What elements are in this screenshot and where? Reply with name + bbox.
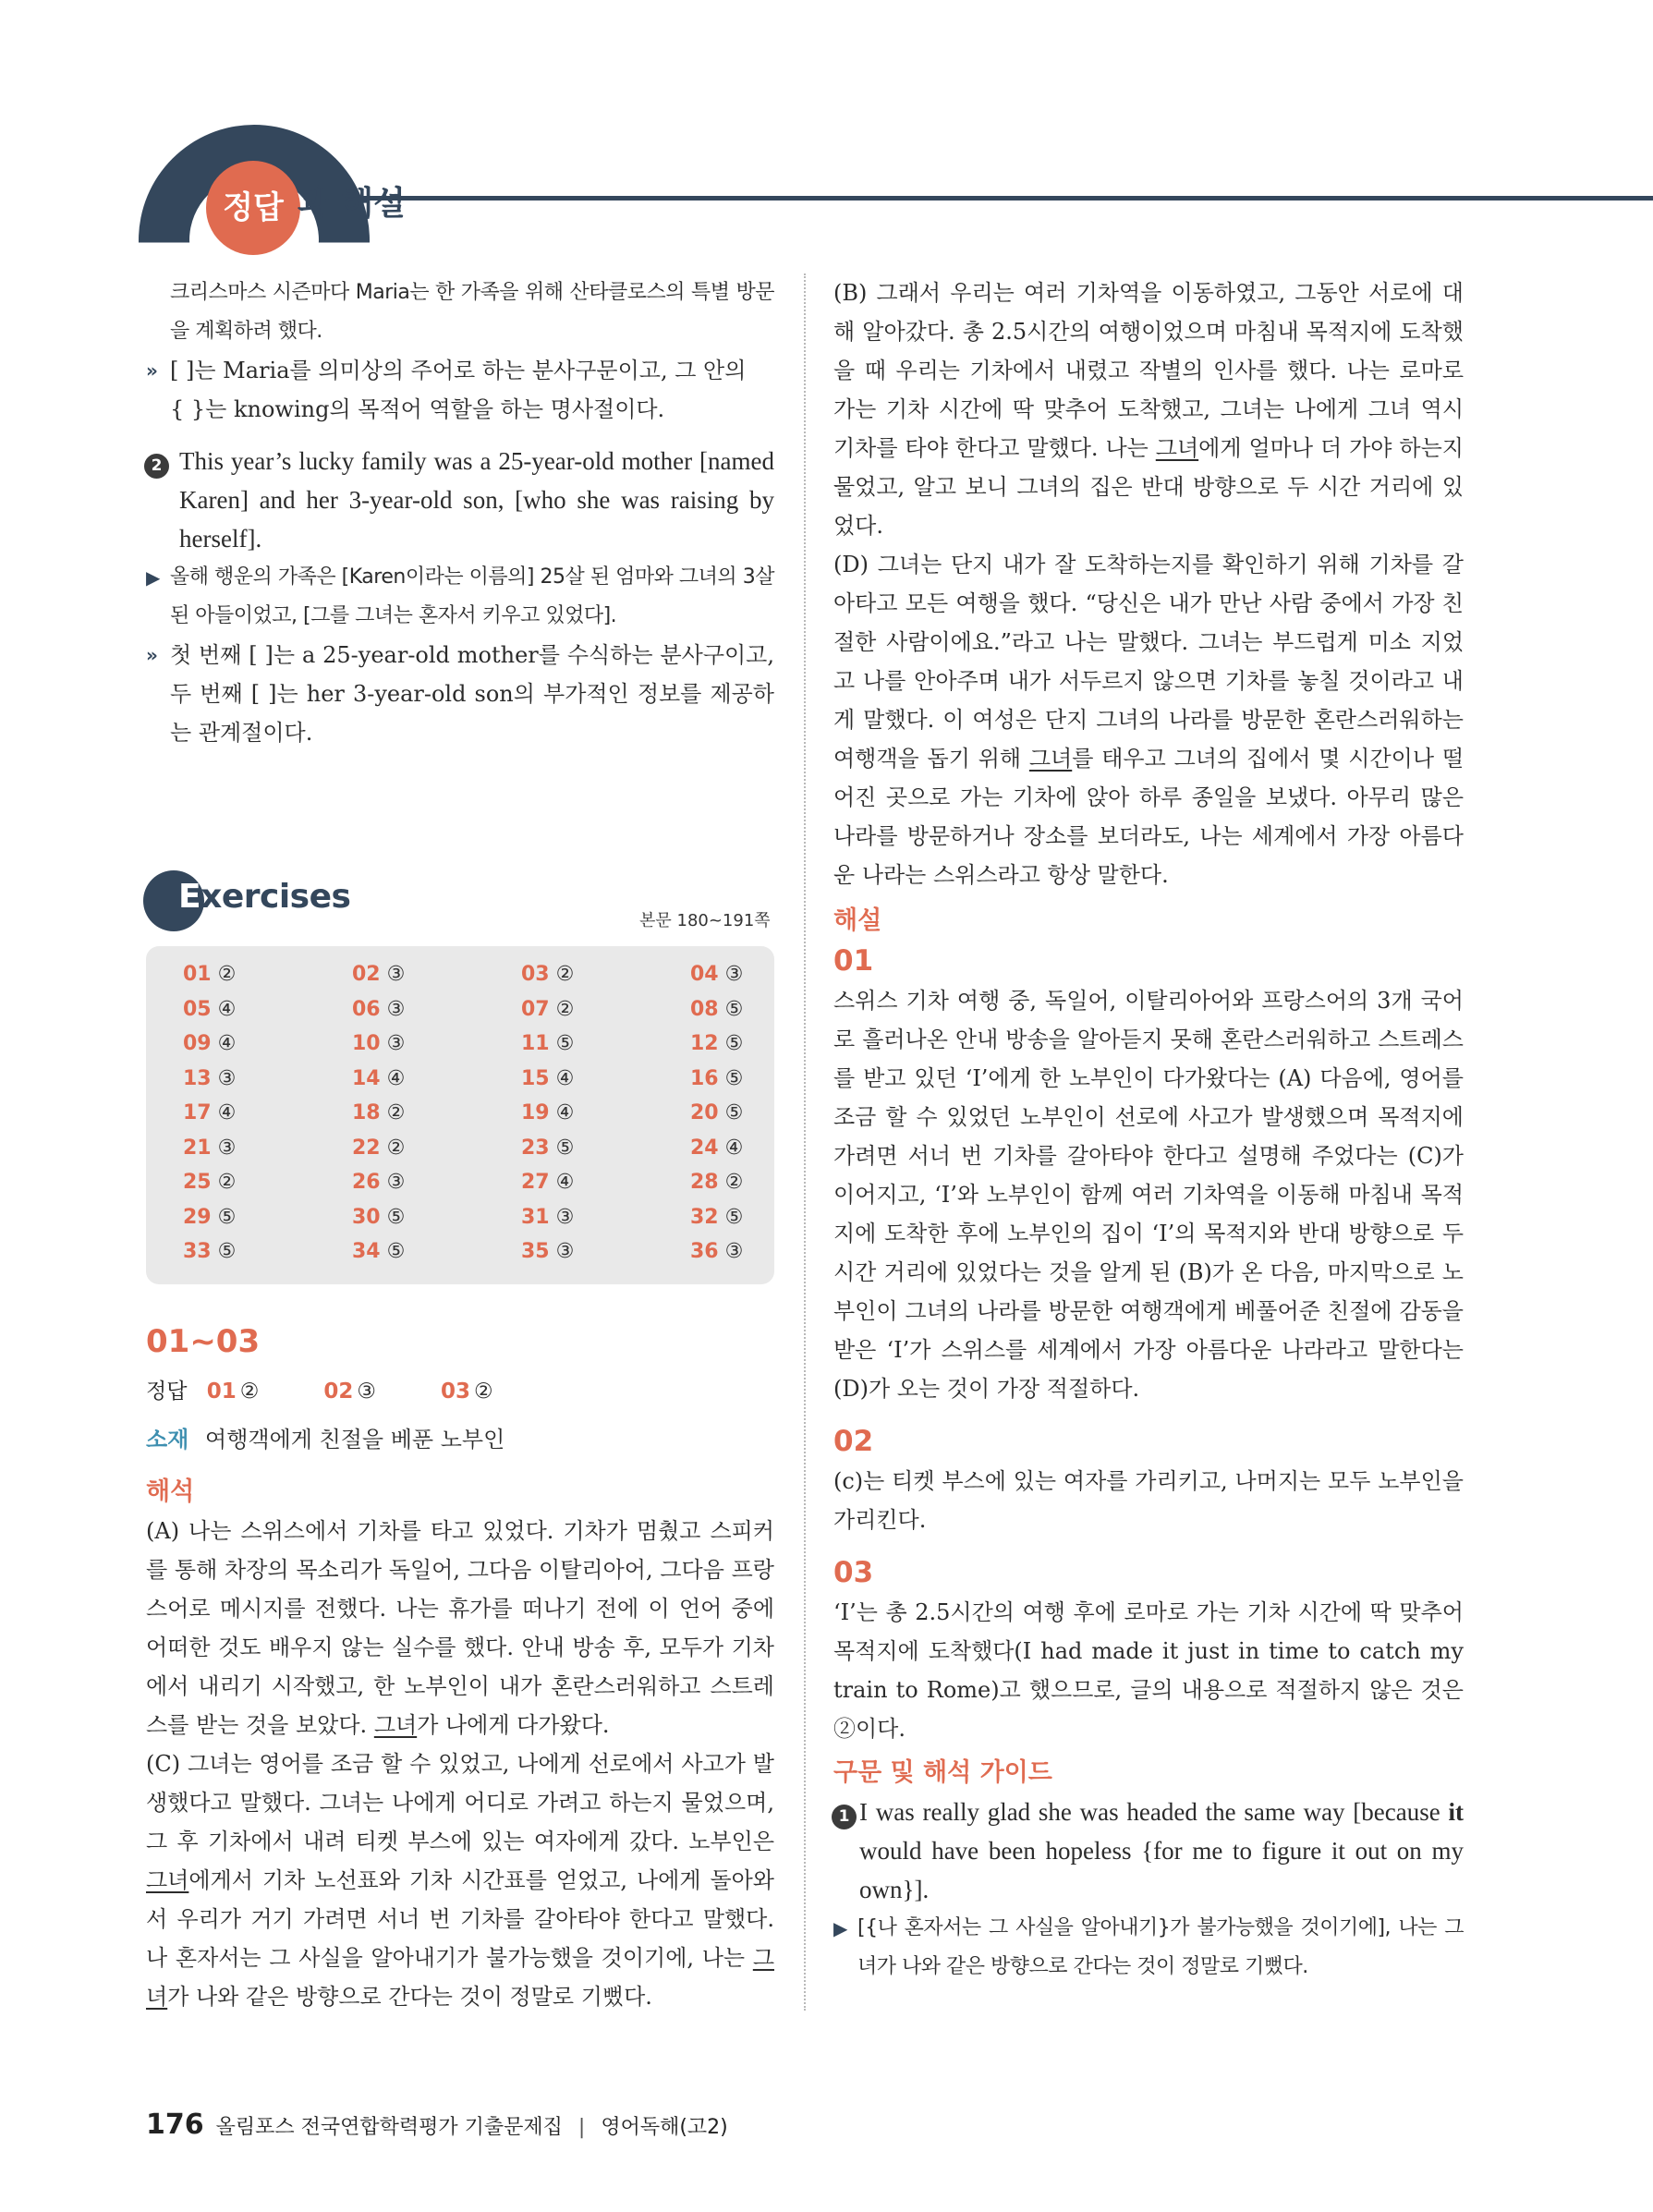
answer-key-item [690, 957, 783, 992]
answer-key-grid [183, 957, 783, 1270]
answer-key-item [352, 1027, 521, 1062]
note-1-line-a: [ ]는 Maria를 의미상의 주어로 하는 분사구문이고, 그 안의 [170, 358, 747, 383]
answer-key-choice: ⑤ [718, 1205, 744, 1229]
answer-key-choice: ④ [718, 1136, 744, 1160]
paragraph-c-underlined-2: 그녀 [146, 1945, 774, 2010]
answer-key-number: 09 [183, 1032, 212, 1055]
exercises-title [178, 878, 350, 916]
section-answer-choice: ② [474, 1379, 493, 1404]
answer-key-item [183, 1131, 352, 1166]
header-title-highlight: 정답 [206, 161, 300, 255]
answer-key-number: 14 [352, 1066, 381, 1090]
guide-item-1-part-a: I was really glad she was headed the same way [because [859, 1798, 1449, 1826]
answer-key-choice: ⑤ [718, 997, 744, 1021]
answer-key-number: 07 [521, 997, 550, 1021]
double-arrow-icon: » [146, 359, 154, 382]
answer-key-item [690, 1096, 783, 1131]
answer-key-item [690, 1200, 783, 1235]
answer-key-item [183, 957, 352, 992]
answer-key-number: 32 [690, 1205, 719, 1229]
answer-key-number: 10 [352, 1032, 381, 1055]
answer-key-choice: ③ [211, 1066, 237, 1090]
answer-key-item [352, 957, 521, 992]
exercises-title-first-letter: E [178, 878, 201, 916]
answer-key-item [690, 1027, 783, 1062]
answer-key-choice: ⑤ [549, 1032, 575, 1055]
answer-key-number: 24 [690, 1136, 719, 1160]
book-title: 올림포스 전국연합학력평가 기출문제집 [215, 2116, 563, 2139]
page-number: 176 [146, 2109, 204, 2141]
answer-key-number: 15 [521, 1066, 550, 1090]
note-2-text: 첫 번째 [ ]는 a 25-year-old mother를 수식하는 분사구이고, 두 번째 [ ]는 her 3-year-old son의 부가적인 정보를 제공하는 관계절이다. [170, 642, 774, 746]
paragraph-c [146, 1744, 774, 2016]
guide-item-1-english [857, 1793, 1464, 1909]
section-answer-item [323, 1379, 376, 1404]
paragraph-a-end: 가 나에게 다가왔다. [417, 1712, 610, 1738]
answer-key-item [521, 1131, 690, 1166]
answer-key-number: 03 [521, 963, 550, 986]
note-2 [146, 636, 774, 752]
answer-key-item [352, 992, 521, 1027]
question-02-explanation: (c)는 티켓 부스에 있는 여자를 가리키고, 나머지는 모두 노부인을 가리킨다. [833, 1468, 1464, 1533]
answer-key-number: 25 [183, 1171, 212, 1194]
answer-key-item [521, 992, 690, 1027]
answer-key-item [352, 1096, 521, 1131]
answer-key-number: 33 [183, 1240, 212, 1263]
topic-text: 여행객에게 친절을 베푼 노부인 [205, 1427, 505, 1452]
translation-label: 해석 [146, 1477, 195, 1506]
topic-label: 소재 [146, 1427, 189, 1452]
answer-key-choice: ⑤ [718, 1066, 744, 1090]
item-2-translation [146, 558, 774, 636]
answer-key-choice: ④ [380, 1066, 406, 1090]
answer-key-choice: ③ [549, 1240, 575, 1263]
triangle-icon: ▶ [146, 566, 161, 589]
circled-number-icon [832, 1798, 862, 1837]
paragraph-a-text: (A) 나는 스위스에서 기차를 타고 있었다. 기차가 멈췄고 스피커를 통해 차장의 목소리가 독일어, 그다음 이탈리아어, 그다음 프랑스어로 메시지를 전했다. 나는 휴가를 떠나기 전에 이 언어 중에 어떠한 것도 배우지 않는 실수를 했다. 안내 방송 후, 모두가 기차에서 내리기 시작했고, 한 노부인이 내가 혼란스러워하고 스트레스를 받는 것을 보았다. [146, 1518, 774, 1738]
answer-key-number: 11 [521, 1032, 550, 1055]
answer-key-choice: ③ [380, 997, 406, 1021]
answer-key-number: 08 [690, 997, 719, 1021]
paragraph-d-part-2: 를 태우고 그녀의 집에서 몇 시간이나 떨어진 곳으로 가는 기차에 앉아 하루 종일을 보냈다. 아무리 많은 나라를 방문하거나 장소를 보더라도, 나는 세계에서 가장 아름다운 나라는 스위스라고 항상 말한다. [833, 746, 1464, 888]
answer-key-number: 06 [352, 997, 381, 1021]
answer-key-choice: ② [380, 1136, 406, 1160]
answer-key-item [690, 1062, 783, 1097]
answer-key-choice: ⑤ [549, 1136, 575, 1160]
answer-key-choice: ② [549, 997, 575, 1021]
answer-key-number: 02 [352, 963, 381, 986]
answer-key-number: 23 [521, 1136, 550, 1160]
answer-key-item [183, 1062, 352, 1097]
footer-separator: | [577, 2116, 586, 2139]
topic-line [146, 1421, 504, 1453]
paragraph-a [146, 1512, 774, 1744]
answer-key-choice: ③ [718, 1240, 744, 1263]
question-03-explanation: ‘I’는 총 2.5시간의 여행 후에 로마로 가는 기차 시간에 딱 맞추어 목적지에 도착했다(I had made it just in time to catch my train to Rome)고 했으므로, 글의 내용으로 적절하지 않은 것은 ②이다. [833, 1599, 1464, 1742]
answer-key-item [690, 1165, 783, 1200]
paragraph-d-underlined: 그녀 [1028, 746, 1073, 772]
header-title: 과 해설 [298, 185, 406, 223]
answer-key-choice: ④ [211, 997, 237, 1021]
answer-key-choice: ④ [211, 1101, 237, 1124]
exercises-title-rest: xercises [201, 878, 351, 916]
answer-key-choice: ③ [380, 1171, 406, 1194]
answer-key-item [690, 1234, 783, 1270]
item-2-korean: 올해 행운의 가족은 [Karen이라는 이름의] 25살 된 엄마와 그녀의 3살 된 아들이었고, [그를 그녀는 혼자서 키우고 있었다]. [170, 565, 774, 627]
answer-key-number: 31 [521, 1205, 550, 1229]
left-translation-block [146, 1473, 774, 2016]
paragraph-d-part-1: (D) 그녀는 단지 내가 잘 도착하는지를 확인하기 위해 기차를 갈아타고 모든 여행을 했다. “당신은 내가 만난 사람 중에서 가장 친절한 사람이에요.”라고 나는 말했다. 그녀는 부드럽게 미소 지었고 나를 안아주며 내가 서두르지 않으면 기차를 놓칠 것이라고 내게 말했다. 이 여성은 단지 그녀의 나라를 방문한 혼란스러워하는 여행객을 돕기 위해 [833, 552, 1464, 772]
section-answer-number: 02 [323, 1379, 354, 1404]
question-02-number: 02 [833, 1425, 874, 1458]
section-answer-choice: ③ [357, 1379, 377, 1404]
answer-key-number: 18 [352, 1101, 381, 1124]
section-answer-number: 03 [441, 1379, 471, 1404]
answer-key-choice: ⑤ [718, 1101, 744, 1124]
answer-key-choice: ④ [549, 1171, 575, 1194]
answer-key-number: 30 [352, 1205, 381, 1229]
answer-key-item [521, 1200, 690, 1235]
answer-key-number: 16 [690, 1066, 719, 1090]
page-footer [146, 2109, 728, 2141]
paragraph-d [833, 545, 1464, 894]
answer-key-item [521, 1062, 690, 1097]
section-answer-item [207, 1379, 260, 1404]
answer-key-number: 22 [352, 1136, 381, 1160]
note-1-line-b: { }는 knowing의 목적어 역할을 하는 명사절이다. [170, 396, 665, 422]
answer-key-item [521, 1027, 690, 1062]
answer-key-choice: ⑤ [211, 1240, 237, 1263]
section-answer-list [207, 1379, 558, 1404]
guide-item-1-part-b: would have been hopeless {for me to figure it out on my own}]. [859, 1837, 1464, 1903]
answer-key-choice: ⑤ [380, 1205, 406, 1229]
answer-key-choice: ④ [549, 1101, 575, 1124]
answer-key-number: 26 [352, 1171, 381, 1194]
answer-key-item [352, 1062, 521, 1097]
answer-key-item [521, 1165, 690, 1200]
explanation-label: 해설 [833, 906, 882, 935]
answer-key-number: 19 [521, 1101, 550, 1124]
section-answers [146, 1374, 558, 1404]
answer-key-choice: ② [549, 963, 575, 986]
guide-item-1 [833, 1793, 1464, 1909]
answer-key-number: 27 [521, 1171, 550, 1194]
answer-key-item [352, 1234, 521, 1270]
left-top-block [146, 273, 774, 752]
double-arrow-icon: » [146, 644, 154, 666]
answer-key-item [352, 1165, 521, 1200]
paragraph-c-part-2: 에게서 기차 노선표와 기차 시간표를 얻었고, 나에게 돌아와서 우리가 거기 가려면 서너 번 기차를 갈아타야 한다고 말했다. 나 혼자서는 그 사실을 알아내기가 불가능했을 것이기에, 나는 [146, 1867, 774, 1971]
answer-key-choice: ⑤ [718, 1032, 744, 1055]
section-answer-item [441, 1379, 493, 1404]
answer-key-number: 05 [183, 997, 212, 1021]
question-01-explanation: 스위스 기차 여행 중, 독일어, 이탈리아어와 프랑스어의 3개 국어로 흘러나온 안내 방송을 알아듣지 못해 혼란스러워하고 스트레스를 받고 있던 ‘I’에게 한 노부인이 다가왔다는 (A) 다음에, 영어를 조금 할 수 있었던 노부인이 선로에 사고가 발생했으며 목적지에 가려면 서너 번 기차를 갈아타야 한다고 설명해 주었다는 (C)가 이어지고, ‘I’와 노부인이 함께 여러 기차역을 이동해 마침내 목적지에 도착한 후에 노부인의 집이 ‘I’의 목적지와 반대 방향으로 두 시간 거리에 있었다는 것을 알게 된 (B)가 온 다음, 마지막으로 노부인이 그녀의 나라를 방문한 여행객에게 베풀어준 친절에 감동을 받은 ‘I’가 스위스를 세계에서 가장 아름다운 나라라고 말한다는 (D)가 오는 것이 가장 적절하다. [833, 988, 1464, 1402]
answer-key-number: 29 [183, 1205, 212, 1229]
answer-label: 정답 [146, 1379, 188, 1404]
answer-key-number: 12 [690, 1032, 719, 1055]
paragraph-c-underlined-1: 그녀 [146, 1867, 189, 1893]
answer-key-choice: ④ [211, 1032, 237, 1055]
item-2-number: 2 [144, 454, 169, 479]
guide-item-1-number: 1 [832, 1805, 857, 1829]
paragraph-b-part-2: 에게 얼마나 더 가야 하는지 물었고, 알고 보니 그녀의 집은 반대 방향으로 두 시간 거리에 있었다. [833, 435, 1464, 539]
right-column [833, 273, 1464, 1987]
answer-key-item [183, 1027, 352, 1062]
answer-key-choice: ③ [211, 1136, 237, 1160]
guide-item-1-it: it [1448, 1798, 1464, 1826]
answer-key-item [183, 1096, 352, 1131]
answer-key-choice: ③ [549, 1205, 575, 1229]
guide-item-1-korean: [{나 혼자서는 그 사실을 알아내기}가 불가능했을 것이기에], 나는 그녀가 나와 같은 방향으로 간다는 것이 정말로 기뻤다. [857, 1916, 1464, 1978]
answer-key-item [690, 1131, 783, 1166]
answer-key-choice: ⑤ [380, 1240, 406, 1263]
paragraph-c-part-1: (C) 그녀는 영어를 조금 할 수 있었고, 나에게 선로에서 사고가 발생했다고 말했다. 그녀는 나에게 어디로 가려고 하는지 물었으며, 그 후 기차에서 내려 티켓 부스에 있는 여자에게 갔다. 노부인은 [146, 1751, 774, 1854]
answer-key-box [146, 946, 774, 1284]
answer-key-item [521, 1234, 690, 1270]
translation-line: 크리스마스 시즌마다 Maria는 한 가족을 위해 산타클로스의 특별 방문을 계획하려 했다. [170, 281, 774, 343]
question-03-number: 03 [833, 1556, 874, 1589]
answer-key-choice: ③ [718, 963, 744, 986]
answer-key-item [352, 1200, 521, 1235]
answer-key-item [183, 1165, 352, 1200]
answer-key-item [183, 1234, 352, 1270]
subject-title: 영어독해(고2) [601, 2116, 728, 2139]
item-2-english: This year’s lucky family was a 25-year-old mother [named Karen] and her 3-year-old son, [who she was raising by herself]. [179, 447, 774, 553]
answer-key-choice: ③ [380, 1032, 406, 1055]
answer-key-choice: ③ [380, 963, 406, 986]
syntax-guide-label: 구문 및 해석 가이드 [833, 1758, 1052, 1787]
answer-key-item [690, 992, 783, 1027]
answer-key-number: 35 [521, 1240, 550, 1263]
item-2 [146, 442, 774, 558]
answer-key-number: 20 [690, 1101, 719, 1124]
paragraph-c-part-3: 가 나와 같은 방향으로 간다는 것이 정말로 기뻤다. [167, 1984, 652, 2010]
section-answer-choice: ② [239, 1379, 260, 1404]
guide-item-1-translation [833, 1909, 1464, 1987]
answer-key-item [183, 992, 352, 1027]
answer-key-number: 17 [183, 1101, 212, 1124]
answer-key-item [352, 1131, 521, 1166]
paragraph-b [833, 273, 1464, 545]
answer-key-number: 28 [690, 1171, 719, 1194]
answer-key-number: 36 [690, 1240, 719, 1263]
section-range-title: 01~03 [146, 1323, 261, 1360]
answer-key-item [521, 1096, 690, 1131]
header-rule [305, 196, 1653, 201]
answer-key-choice: ④ [549, 1066, 575, 1090]
answer-key-number: 01 [183, 963, 212, 986]
note-1 [146, 351, 774, 429]
answer-key-item [521, 957, 690, 992]
answer-key-number: 21 [183, 1136, 212, 1160]
paragraph-b-part-1: (B) 그래서 우리는 여러 기차역을 이동하였고, 그동안 서로에 대해 알아갔다. 총 2.5시간의 여행이었으며 마침내 목적지에 도착했을 때 우리는 기차에서 내렸고 작별의 인사를 했다. 나는 로마로 가는 기차 시간에 딱 맞추어 도착했고, 그녀는 나에게 그녀 역시 기차를 타야 한다고 말했다. 나는 [833, 280, 1464, 461]
paragraph-a-underlined: 그녀 [373, 1712, 418, 1738]
answer-key-choice: ② [718, 1171, 744, 1194]
column-divider [804, 273, 806, 2011]
answer-key-choice: ⑤ [211, 1205, 237, 1229]
answer-key-choice: ② [380, 1101, 406, 1124]
circled-number-icon [144, 447, 175, 486]
answer-key-number: 04 [690, 963, 719, 986]
paragraph-b-underlined: 그녀 [1155, 435, 1199, 461]
answer-key-number: 13 [183, 1066, 212, 1090]
answer-key-item [183, 1200, 352, 1235]
page-reference: 본문 180~191쪽 [639, 911, 771, 930]
answer-key-choice: ② [211, 963, 237, 986]
answer-key-number: 34 [352, 1240, 381, 1263]
triangle-icon: ▶ [833, 1917, 848, 1939]
answer-key-choice: ② [211, 1171, 237, 1194]
section-answer-number: 01 [206, 1379, 237, 1404]
question-01-number: 01 [833, 944, 874, 978]
